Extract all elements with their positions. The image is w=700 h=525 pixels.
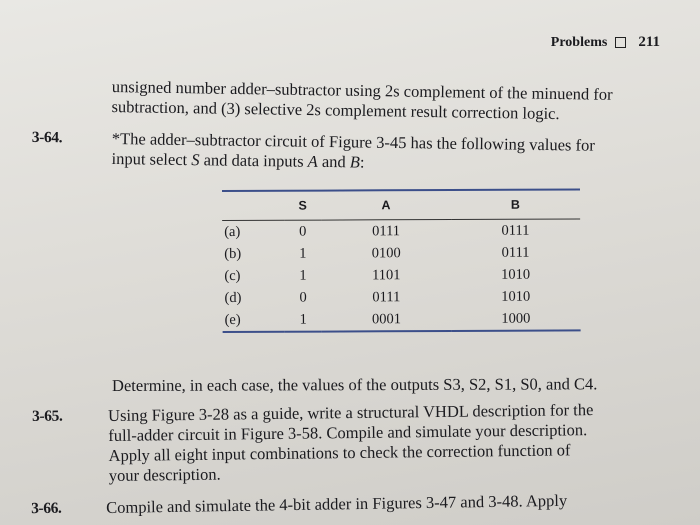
table-row [222,263,580,287]
cell-a: 0001 [322,308,451,332]
table-row [222,285,580,309]
cell-s: 0 [299,223,307,240]
variable-a: A [307,151,318,171]
page-header [551,34,660,51]
column-header-b: B [451,190,581,219]
table-row [222,219,580,243]
input-values-table [222,188,581,333]
paragraph-line: unsigned number adder–subtractor using 2s complement of the minuend for [111,77,613,104]
cell-b: 1010 [501,266,531,283]
problem-line: *The adder–subtractor circuit of Figure 3-45 has the following values for [111,129,595,155]
square-icon [615,37,626,48]
row-label: (b) [224,245,242,262]
cell-b: 1010 [501,288,531,305]
determine-outputs-line: Determine, in each case, the values of the outputs S3, S2, S1, S0, and C4. [112,374,598,395]
cell-s: 1 [285,309,322,332]
text-span: and [317,151,351,172]
row-label: (d) [224,289,242,306]
variable-s: S [191,150,200,170]
problem-number: 3-64. [31,128,63,147]
problem-3-66 [31,489,696,518]
column-header [222,192,284,221]
problem-number: 3-66. [31,499,62,518]
cell-s: 1 [299,267,307,284]
cell-s: 0 [299,289,307,306]
section-label: Problems [550,34,608,50]
cell-a: 0111 [372,288,401,305]
problem-3-64 [31,128,682,177]
text-span: and data inputs [199,150,308,171]
page-number: 211 [638,34,660,50]
problem-line: Compile and simulate the 4-bit adder in Figures 3-47 and 3-48. Apply [106,490,568,517]
problem-number: 3-65. [32,407,63,425]
text-span: : [359,152,365,172]
cell-a: 0111 [372,222,401,239]
paragraph-line: subtraction, and (3) selective 2s complement result correction logic. [111,96,560,124]
cell-a: 0100 [371,244,401,261]
row-label: (a) [224,223,241,240]
previous-paragraph [111,77,682,126]
cell-b: 1000 [451,307,581,331]
text-span: input select [111,148,192,170]
table-row [222,241,580,265]
cell-b: 0111 [501,222,530,239]
table-header-row [222,190,580,220]
problem-line: your description. [108,464,221,485]
variable-b: B [349,152,361,172]
cell-s: 1 [299,245,307,262]
column-header-s: S [284,192,321,221]
problem-3-65 [32,399,694,486]
row-label: (e) [223,309,285,332]
column-header-a: A [321,191,450,220]
cell-b: 0111 [501,244,530,261]
problem-line: Apply all eight input combinations to check the correction function of [108,440,571,465]
table-row [223,307,581,332]
cell-a: 1101 [372,266,401,283]
row-label: (c) [224,267,241,284]
problem-line: Using Figure 3-28 as a guide, write a structural VHDL description for the [108,400,594,425]
problem-line: full-adder circuit in Figure 3-58. Compile and simulate your description. [108,420,588,445]
